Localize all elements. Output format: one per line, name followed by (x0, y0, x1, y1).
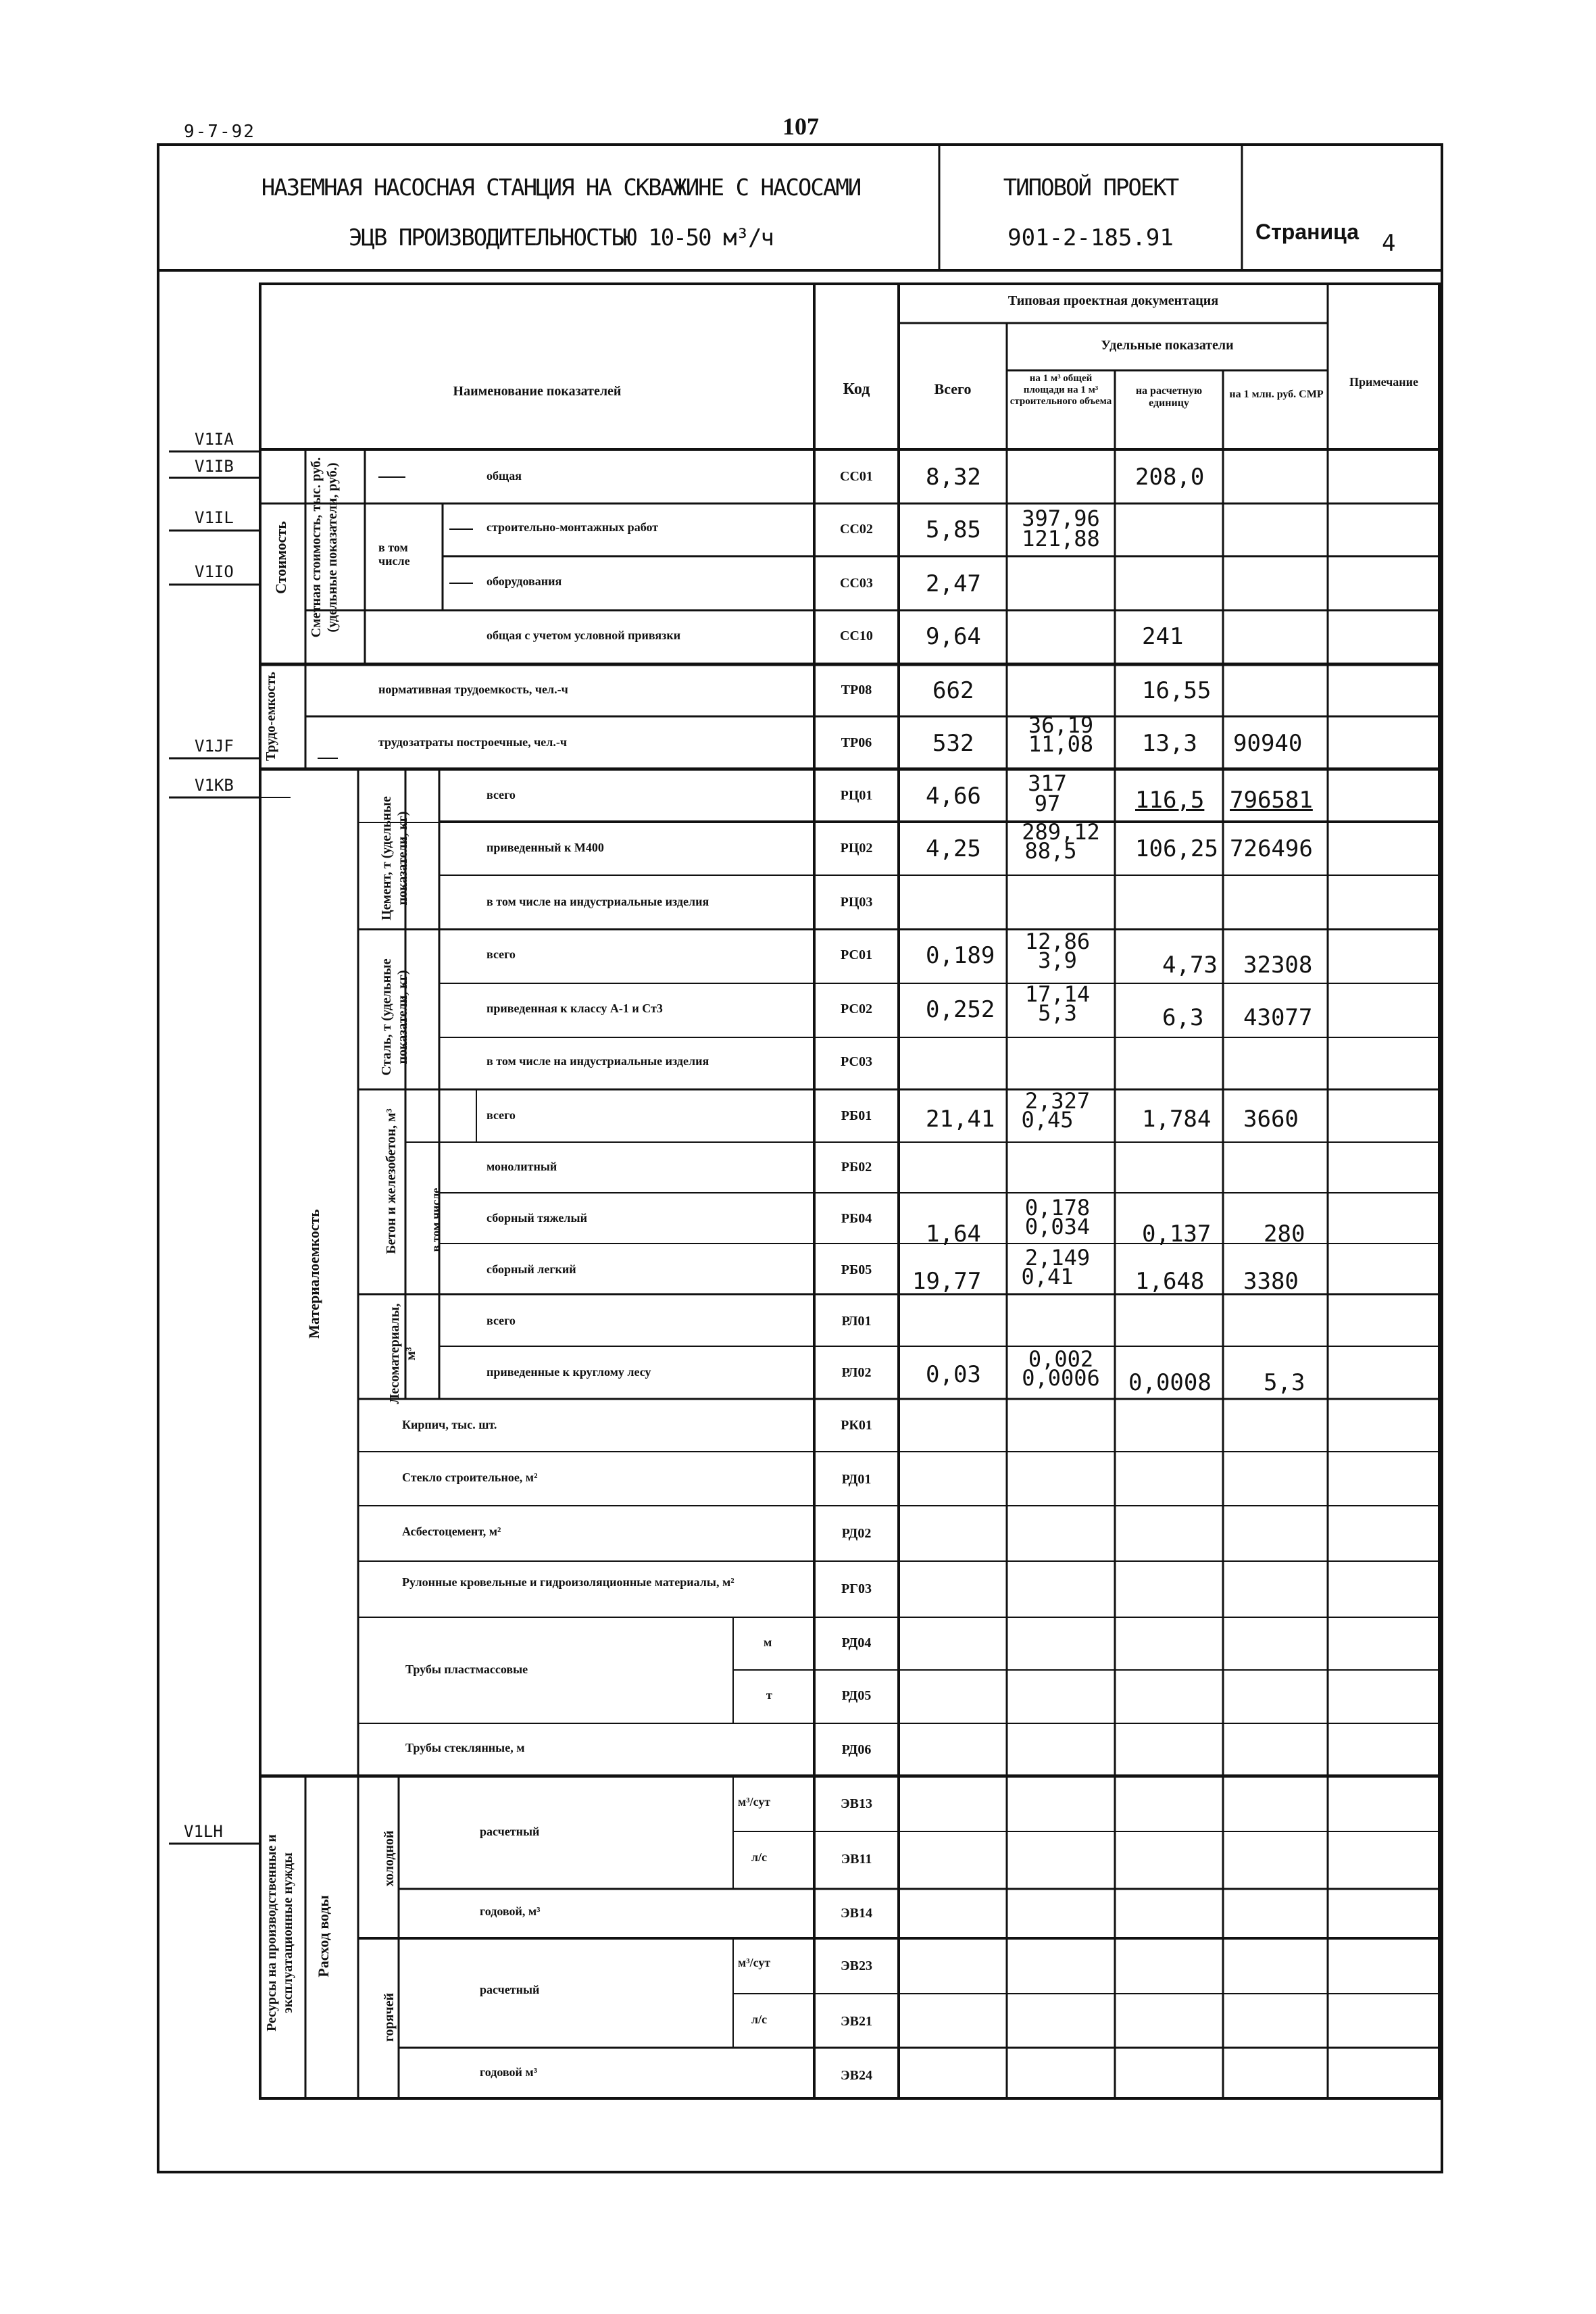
row-code: ТР06 (841, 735, 872, 750)
row-total: 4,25 (926, 835, 981, 862)
row-spec-b: 121,88 (1022, 526, 1100, 551)
row-per-unit: 4,73 (1162, 952, 1218, 979)
side-code-v1kb: V1KB (195, 776, 234, 795)
page-value: 4 (1382, 230, 1396, 257)
group-cost-sub: Сметная стоимость, тыс. руб. (удельные показатели, руб.) (309, 457, 340, 638)
row-label: трудозатраты построечные, чел.-ч (378, 735, 567, 749)
group-water: Расход воды (315, 1895, 332, 1977)
row-spec-b: 0,45 (1021, 1107, 1074, 1133)
row-spec-a: 317 (1028, 770, 1067, 796)
header-per-unit: на расчетную единицу (1135, 385, 1203, 409)
side-code-v1ia: V1IA (195, 430, 234, 449)
row-per-unit: 0,137 (1142, 1221, 1212, 1248)
row-label: Трубы стеклянные, м (405, 1741, 525, 1754)
row-total: 662 (932, 677, 974, 704)
row-code: ЭВ13 (841, 1796, 872, 1811)
row-spec-a: 17,14 (1024, 981, 1091, 1007)
row-spec-a: 36,19 (1028, 712, 1094, 738)
row-total: 1,64 (926, 1221, 981, 1248)
row-spec-a: 2,327 (1024, 1088, 1091, 1114)
row-code: СС02 (840, 522, 873, 537)
row-total: 5,85 (926, 516, 981, 543)
row-code: РД06 (841, 1742, 872, 1757)
row-per-unit: 241 (1142, 623, 1184, 650)
row-code: ЭВ11 (841, 1852, 872, 1867)
group-cement: Цемент, т (удельные показатели, кг) (379, 796, 410, 920)
row-label: сборный тяжелый (487, 1211, 587, 1225)
side-code-v1ib: V1IB (195, 457, 234, 476)
row-label: общая (487, 469, 522, 483)
row-code: ЭВ14 (841, 1906, 872, 1921)
row-code: РД01 (841, 1472, 872, 1487)
row-per-unit: 16,55 (1142, 677, 1212, 704)
group-cost: Стоимость (272, 521, 289, 594)
row-spec-a: 0,002 (1028, 1346, 1094, 1372)
row-label: расчетный (480, 1983, 540, 1996)
row-label: Кирпич, тыс. шт. (402, 1418, 497, 1431)
row-code: СС01 (840, 469, 873, 484)
row-label: Рулонные кровельные и гидроизоляционные материалы, м² (402, 1575, 734, 1589)
row-code: ТР08 (841, 683, 872, 697)
row-label: всего (487, 1108, 516, 1122)
header-per-mln: на 1 млн. руб. СМР (1229, 389, 1324, 400)
row-unit: м³/сут (738, 1956, 771, 1969)
row-code: РД02 (841, 1526, 872, 1541)
page-label: Страница (1255, 220, 1359, 244)
group-steel: Сталь, т (удельные показатели, кг) (379, 958, 410, 1076)
row-code: ЭВ21 (841, 2014, 872, 2029)
row-total: 19,77 (912, 1268, 982, 1295)
group-labor: Трудо-емкость (264, 672, 278, 761)
row-total: 0,189 (926, 942, 995, 969)
row-code: РГ03 (841, 1581, 872, 1596)
row-code: РС02 (841, 1002, 872, 1016)
side-code-v1lh: V1LH (184, 1822, 223, 1841)
row-total: 9,64 (926, 623, 981, 650)
row-spec-b: 0,41 (1021, 1264, 1074, 1289)
row-code: РК01 (841, 1418, 872, 1433)
page-number: 107 (782, 113, 819, 140)
row-label: в том числе на индустриальные изделия (487, 895, 709, 908)
row-label: приведенная к классу А-1 и Ст3 (487, 1002, 663, 1015)
title-line-2: ЭЦВ ПРОИЗВОДИТЕЛЬНОСТЬЮ 10-50 м³/ч (349, 224, 773, 251)
row-code: РБ05 (841, 1262, 872, 1277)
row-label: приведенные к круглому лесу (487, 1365, 651, 1379)
row-spec-b: 3,9 (1038, 947, 1077, 973)
row-per-unit: 6,3 (1162, 1004, 1204, 1031)
label-incl: в том числе (378, 541, 410, 568)
header-name: Наименование показателей (453, 384, 622, 399)
side-code-v1io: V1IO (195, 562, 234, 581)
row-total: 0,03 (926, 1361, 981, 1388)
side-code-v1il: V1IL (195, 508, 234, 527)
header-group: Типовая проектная документация (1007, 293, 1219, 308)
row-code: ЭВ23 (841, 1959, 872, 1973)
row-total: 532 (932, 730, 974, 757)
row-label: Асбестоцемент, м² (402, 1525, 501, 1538)
row-label: всего (487, 947, 516, 961)
row-spec-b: 88,5 (1024, 838, 1077, 864)
row-per-mln: 32308 (1243, 952, 1313, 979)
row-code: РС03 (841, 1054, 872, 1069)
title-line-1: НАЗЕМНАЯ НАСОСНАЯ СТАНЦИЯ НА СКВАЖИНЕ С НАСОСАМИ (261, 174, 861, 201)
row-label: оборудования (487, 574, 562, 588)
header-total: Всего (934, 380, 972, 397)
row-label: строительно-монтажных работ (487, 520, 659, 534)
row-per-unit: 1,784 (1142, 1106, 1212, 1133)
header-per-m3: на 1 м³ общей площади на 1 м³ строительного объема (1009, 373, 1112, 407)
row-per-mln: 5,3 (1264, 1369, 1305, 1396)
side-code-v1jf: V1JF (195, 737, 234, 756)
row-code: РБ02 (841, 1160, 872, 1175)
row-code: РБ04 (841, 1211, 872, 1226)
row-spec-a: 2,149 (1024, 1245, 1091, 1271)
row-code: РД04 (841, 1635, 872, 1650)
group-concrete-incl: в том числе (429, 1187, 443, 1252)
row-per-mln: 90940 (1233, 730, 1303, 757)
row-per-mln: 726496 (1230, 835, 1313, 862)
row-code: РС01 (841, 947, 872, 962)
row-code: РЦ01 (840, 788, 873, 803)
group-materials: Материалоемкость (305, 1209, 322, 1339)
row-unit: л/с (751, 2013, 768, 2026)
row-spec-b: 97 (1034, 791, 1061, 816)
project-code: 901-2-185.91 (1007, 224, 1174, 251)
row-label: всего (487, 788, 516, 802)
row-total: 0,252 (926, 996, 995, 1023)
row-code: СС03 (840, 576, 873, 591)
row-per-mln: 3380 (1243, 1268, 1299, 1295)
row-label: годовой м³ (480, 2065, 537, 2079)
row-per-unit: 1,648 (1135, 1268, 1205, 1295)
row-spec-a: 397,96 (1022, 506, 1100, 531)
group-hot: горячей (382, 1992, 397, 2042)
project-type: ТИПОВОЙ ПРОЕКТ (1003, 174, 1178, 201)
row-per-unit: 106,25 (1135, 835, 1218, 862)
header-specific: Удельные показатели (1101, 338, 1234, 353)
row-spec-b: 5,3 (1038, 1000, 1077, 1026)
row-code: ЭВ24 (841, 2068, 872, 2083)
row-label: приведенный к М400 (487, 841, 604, 854)
row-code: РЦ02 (840, 841, 873, 856)
row-label: всего (487, 1314, 516, 1327)
row-code: РБ01 (841, 1108, 872, 1123)
row-total: 4,66 (926, 783, 981, 810)
row-unit: л/с (751, 1850, 768, 1864)
row-unit: т (766, 1688, 772, 1702)
row-label: сборный легкий (487, 1262, 576, 1276)
row-label: годовой, м³ (480, 1904, 541, 1918)
row-unit: м³/сут (738, 1795, 771, 1808)
row-label: Стекло строительное, м² (402, 1471, 538, 1484)
row-per-mln: 3660 (1243, 1106, 1299, 1133)
row-label: в том числе на индустриальные изделия (487, 1054, 709, 1068)
group-concrete: Бетон и железобетон, м³ (384, 1108, 399, 1254)
row-total: 2,47 (926, 570, 981, 597)
row-label: монолитный (487, 1160, 557, 1173)
row-label: Трубы пластмассовые (405, 1663, 528, 1676)
row-spec-a: 0,178 (1024, 1195, 1091, 1221)
row-code: РЦ03 (840, 895, 873, 910)
row-spec-b: 11,08 (1028, 731, 1094, 757)
group-timber: Лесоматериалы, м³ (387, 1303, 418, 1404)
row-total: 8,32 (926, 464, 981, 491)
row-per-unit: 13,3 (1142, 730, 1197, 757)
row-per-unit: 208,0 (1135, 464, 1205, 491)
row-spec-a: 289,12 (1022, 819, 1100, 845)
row-label: расчетный (480, 1825, 540, 1838)
row-total: 21,41 (926, 1106, 995, 1133)
row-per-unit: 116,5 (1135, 787, 1205, 814)
row-per-unit: 0,0008 (1128, 1369, 1212, 1396)
row-spec-a: 12,86 (1024, 929, 1091, 954)
row-per-mln: 43077 (1243, 1004, 1313, 1031)
row-spec-b: 0,0006 (1022, 1365, 1100, 1391)
row-spec-b: 0,034 (1024, 1214, 1091, 1239)
row-code: СС10 (840, 629, 873, 643)
row-code: РЛ01 (841, 1314, 872, 1329)
row-label: нормативная трудоемкость, чел.-ч (378, 683, 568, 696)
doc-reference: 9-7-92 (184, 122, 255, 142)
row-per-mln: 796581 (1230, 787, 1313, 814)
header-note: Примечание (1349, 375, 1419, 389)
header-code: Код (843, 380, 870, 398)
row-label: общая с учетом условной привязки (487, 629, 681, 642)
group-cold: холодной (382, 1830, 397, 1887)
row-per-mln: 280 (1264, 1221, 1305, 1248)
row-code: РЛ02 (841, 1365, 872, 1380)
row-unit: м (764, 1635, 772, 1649)
row-code: РД05 (841, 1688, 872, 1703)
group-resources: Ресурсы на производственные и эксплуатационные нужды (264, 1834, 295, 2032)
